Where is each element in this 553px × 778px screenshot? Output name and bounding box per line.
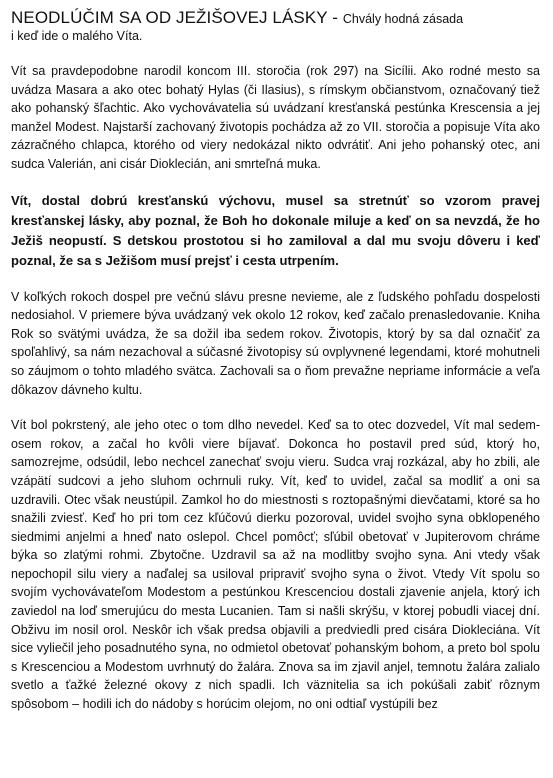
paragraph-age: V koľkých rokoch dospel pre večnú slávu presne nevieme, ale z ľudského pohľadu dospelosti nedosiahol. V priemere býva uvádzaný vek okolo 12 rokov, keď začalo prenasledovanie. Kniha Rok so svätými uvádza, že sa dožil iba sedem rokov. Životopis, ktorý by sa dal označiť za spoľahlivý, sa nám nezachoval a súčasné životopisy sú ovplyvnené legendami, ktoré mohutneli so záujmom o tohto mladého svätca. Zachovali sa o ňom prevažne nepriame informácie a veľa dôkazov dávneho kultu. [11,289,540,397]
paragraph-baptism-story: Vít bol pokrstený, ale jeho otec o tom dlho nevedel. Keď sa to otec dozvedel, Vít mal sedem-osem rokov, a začal ho kvôli viere bíjavať. Dokonca ho postavil pred súd, ktorý ho, samozrejme, odsúdil, lebo nechcel zanechať svoju vieru. Sudca vraj rozkázal, aby ho zbili, ale vzápätí sudcovi a jeho sluhom ochrnuli ruky. Vít, keď to uvidel, začal sa modliť a oni sa uzdravili. Otec však neustúpil. Zamkol ho do miestnosti s roztopašnými dievčatami, ktoré sa ho snažili zviesť. Keď ho pri tom cez kľúčovú dierku pozoroval, uvidel svojho syna obklopeného siedmimi anjelmi a hneď nato oslepol. Chcel pomôcť; sľúbil obetovať v Jupiterovom chráme býka so zlatými rohmi. Zbytočne. Uzdravil sa až na modlitby svojho syna. Ani vtedy však nepochopil silu viery a naďalej sa usiloval pripraviť svojho syna o život. Vtedy Vít spolu so svojím vychovávateľom Modestom a pestúnkou Krescenciou dostali zjavenie anjela, ktorý ich zaviedol na loď smerujúcu do mesta Lucanien. Tam si našli skrýšu, v ktorej pobudli viacej dní. Obživu im nosil orol. Neskôr ich však predsa objavili a predviedli pred cisára Diokleciána. Vít sice vyliečil jeho posadnutého syna, no odmietol obetovať pohanským bohom, a preto bol spolu s Krescenciou a Modestom uvrhnutý do žalára. Znova sa im zjavil anjel, temnotu žalára zalialo svetlo a ťažké železné okovy z nich spadli. Ich väznitelia sa ich pokúšali zabiť rôznym spôsobom – hodili ich do nádoby s horúcim olejom, no oni odtiaľ vystúpili bez [11,418,540,712]
paragraph-origin: Vít sa pravdepodobne narodil koncom III. storočia (rok 297) na Sicílii. Ako rodné mesto sa uvádza Masara a ako otec bohatý Hylas (či Ilasius), s rímskym občianstvom, označovaný tiež ako pohanský šľachtic. Ako vychovávatelia sú uvádzaní kresťanská pestúnka Krescensia a jej manžel Modest. Najstarší zachovaný životopis pochádza až zo VII. storočia a popisuje Víta ako zázračného chlapca, ktorého od viery nedokázal nikto odvrátiť. Ani jeho pohanský otec, ani sudca Valerián, ani cisár Dioklecián, ani smrteľná muka. [11,64,540,171]
page-title: NEODLÚČIM SA OD JEŽIŠOVEJ LÁSKY [11,8,328,27]
paragraph-faith-bold: Vít, dostal dobrú kresťanskú výchovu, musel sa stretnúť so vzorom pravej kresťanskej lásky, aby poznal, že Boh ho dokonale miluje a keď on sa nevzdá, že ho Ježiš neopustí. S detskou prostotou si ho zamiloval a dal mu svoju dôveru i keď poznal, že sa s Ježišom musí prejsť i cesta utrpením. [11,192,540,268]
page-subtitle: Chvály hodná zásada [342,12,464,26]
document-heading [11,9,540,28]
title-separator: - [327,8,343,27]
page-subtitle-continuation: i keď ide o malého Víta. [11,29,143,43]
